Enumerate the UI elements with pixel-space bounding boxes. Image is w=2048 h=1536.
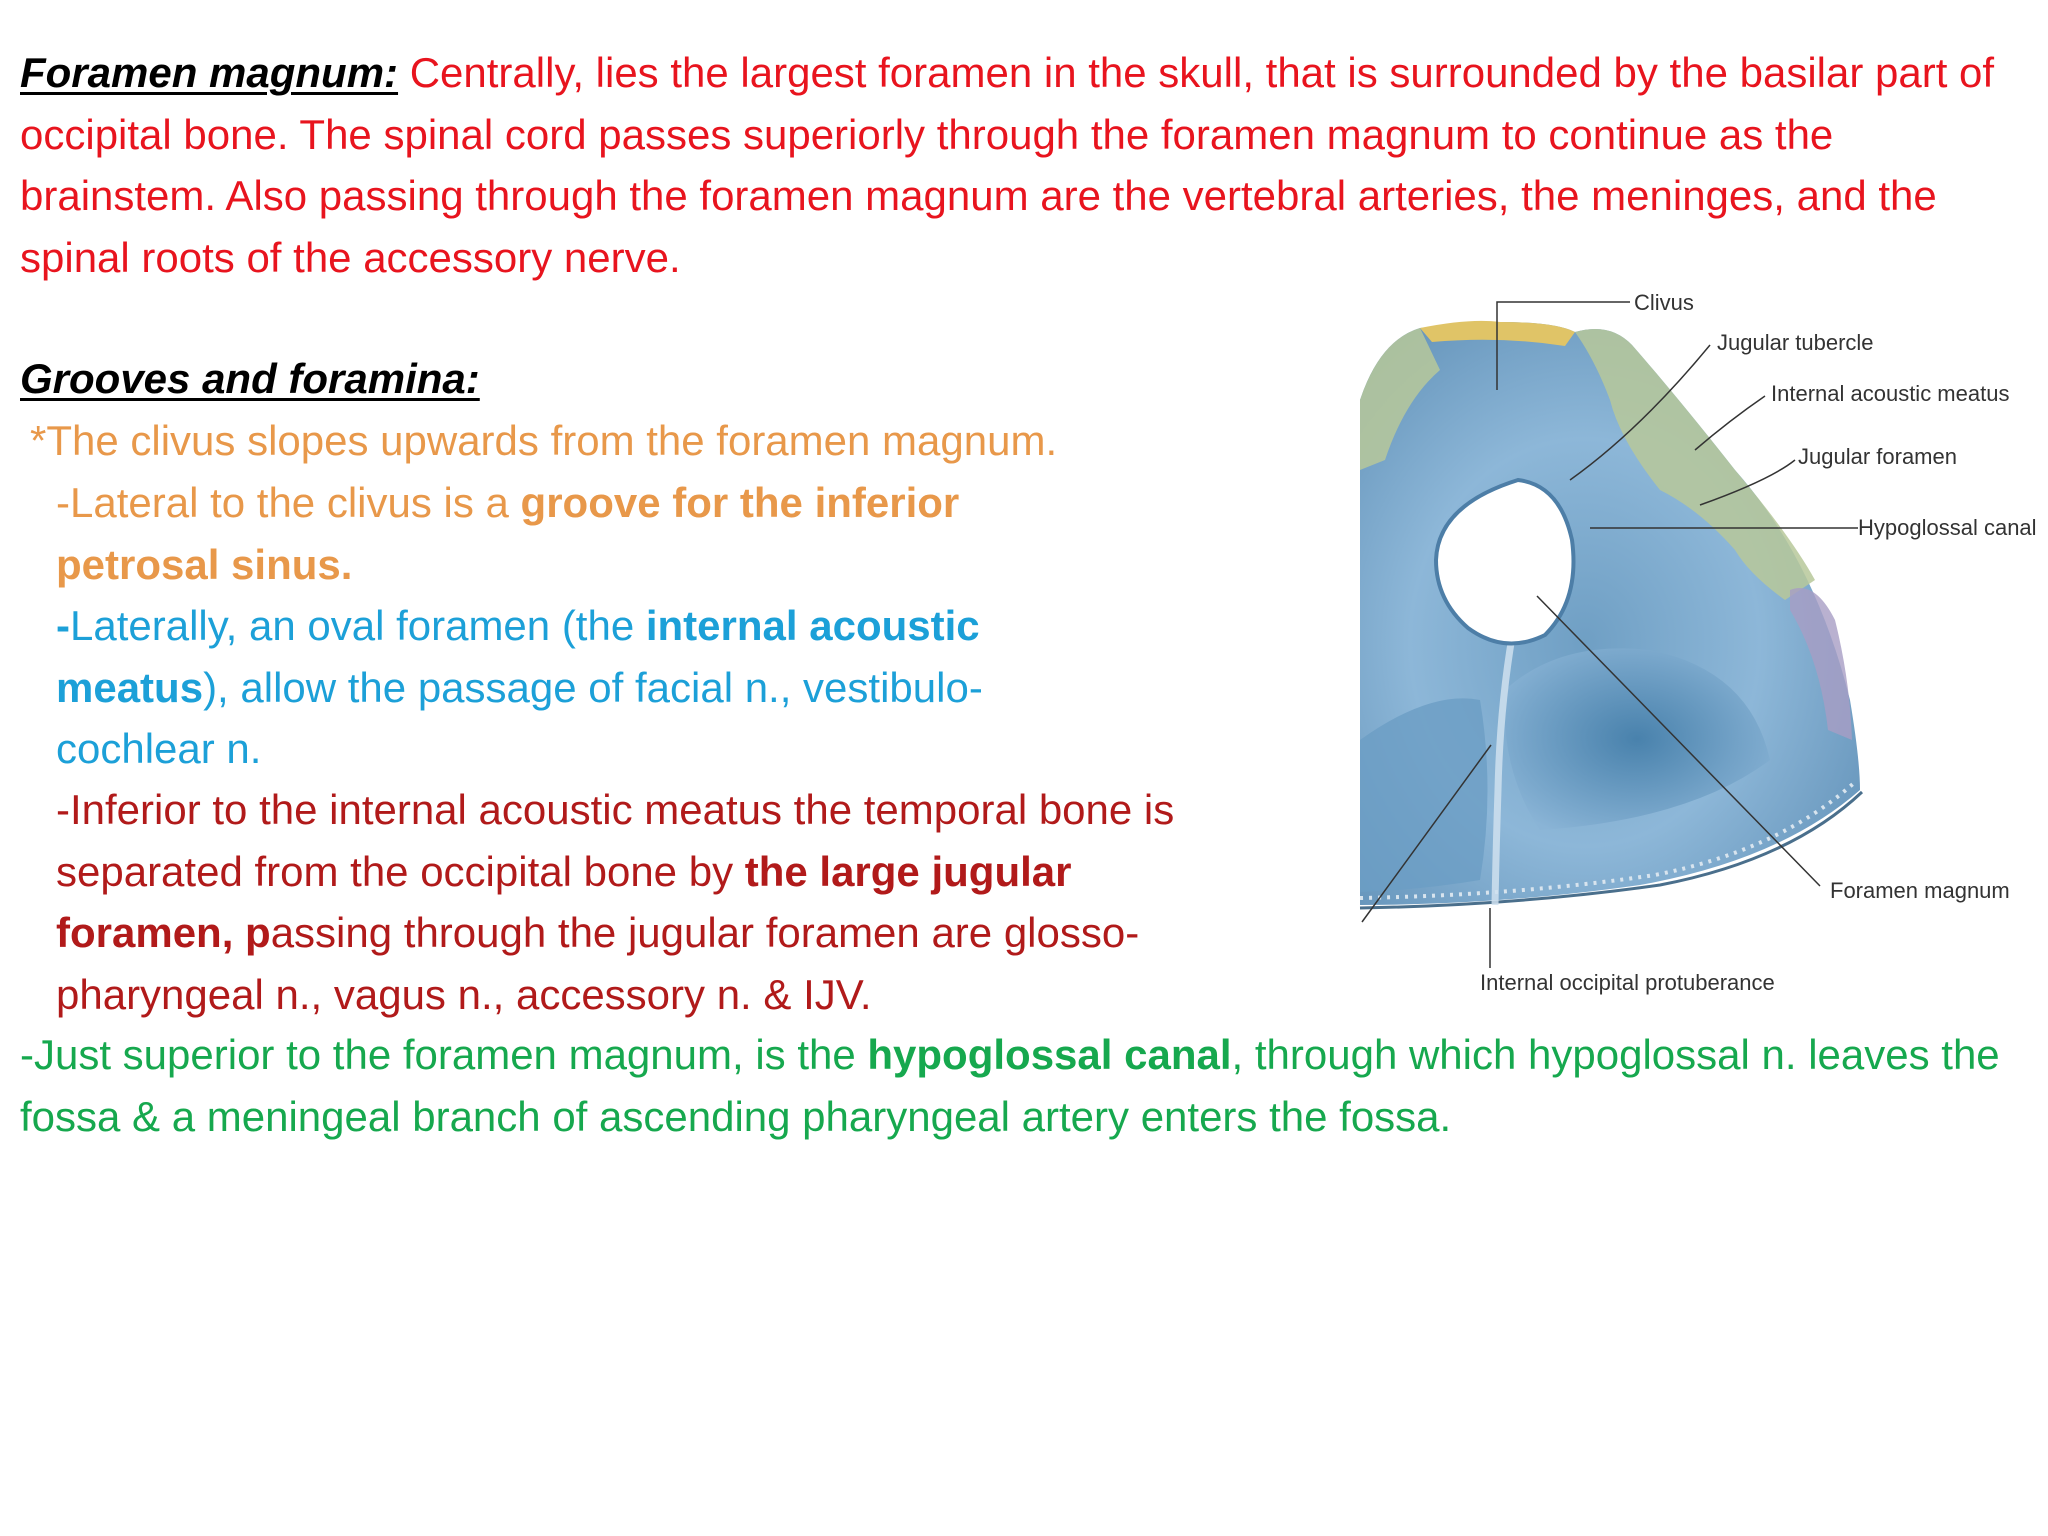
grooves-heading-line [20,348,480,410]
jug-post-text: assing through the jugular foramen are glosso-pharyngeal n., vagus n., accessory n. & IJV. [56,909,1140,1018]
petrosal-groove-paragraph [56,472,1086,595]
jugular-foramen-paragraph [56,779,1246,1025]
groove-pre-text: -Lateral to the clivus is a [56,479,521,526]
iam-dash: - [56,602,70,649]
hypoglossal-canal-paragraph [20,1024,2030,1147]
label-clivus: Clivus [1634,290,1694,315]
hypo-pre-text: -Just superior to the foramen magnum, is the [20,1031,868,1078]
label-internal-acoustic-meatus: Internal acoustic meatus [1771,381,2010,406]
groove-bold-text: groove for the inferior petrosal sinus. [56,479,960,588]
grooves-heading: Grooves and foramina: [20,355,480,402]
iam-bold-text: internal acoustic meatus [56,602,980,711]
label-internal-occipital-protuberance: Internal occipital protuberance [1480,970,1775,995]
iam-pre-text: Laterally, an oval foramen (the [70,602,646,649]
foramen-magnum-paragraph [20,42,2030,288]
jug-bold-text: the large jugular foramen, p [56,847,1072,956]
lower-left-fossa [1360,698,1488,892]
label-jugular-tubercle: Jugular tubercle [1717,330,1874,355]
label-hypoglossal-canal: Hypoglossal canal [1858,515,2037,540]
label-foramen-magnum: Foramen magnum [1830,878,2010,903]
jug-pre-text: -Inferior to the internal acoustic meatus the temporal bone is separated from the occipital bone by [56,786,1175,895]
hypo-bold-text: hypoglossal canal [867,1031,1232,1078]
posterior-cranial-fossa-figure [1356,282,2048,1002]
internal-acoustic-meatus-paragraph [56,595,1106,780]
hypo-post-text: , through which hypoglossal n. leaves the fossa & a meningeal branch of ascending pharyngeal artery enters the fossa. [20,1031,2000,1140]
label-jugular-foramen: Jugular foramen [1798,444,1957,469]
foramen-magnum-text: Centrally, lies the largest foramen in the skull, that is surrounded by the basilar part of occipital bone. The spinal cord passes superiorly through the foramen magnum to continue as the brainstem. Also passing through the foramen magnum are the vertebral arteries, the meninges, and the spinal roots of the accessory nerve. [20,49,1995,281]
foramen-magnum-heading: Foramen magnum: [20,49,399,96]
iam-post-text: ), allow the passage of facial n., vestibulo-cochlear n. [56,663,983,772]
clivus-line: *The clivus slopes upwards from the foramen magnum. [30,417,1058,464]
